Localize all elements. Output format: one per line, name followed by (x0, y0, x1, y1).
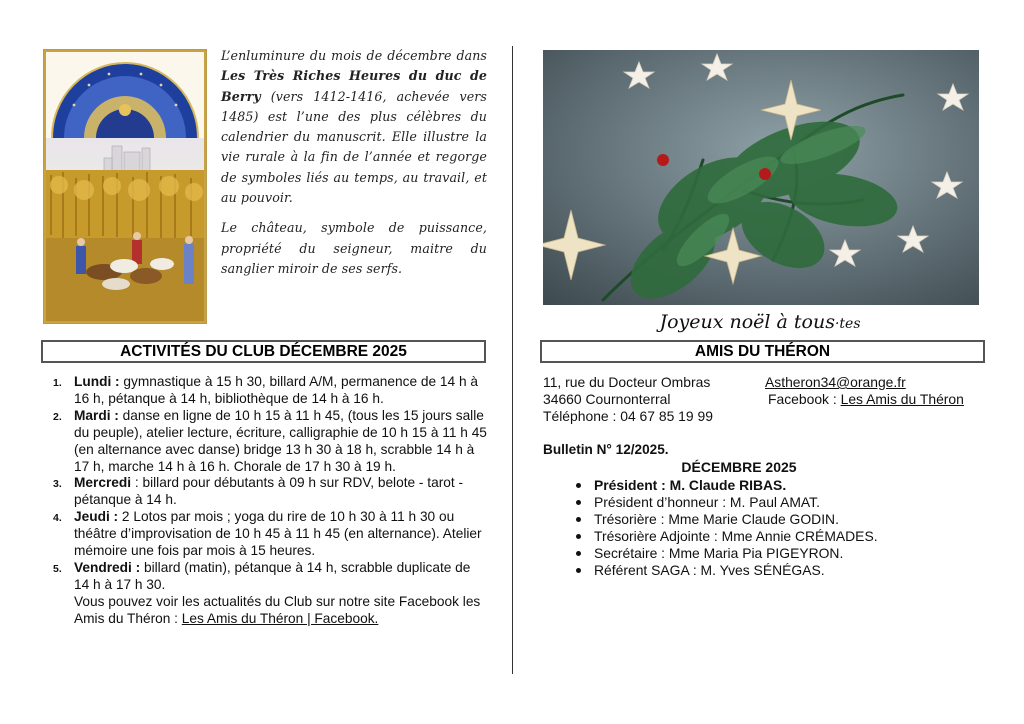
intro-paragraph-1: L’enluminure du mois de décembre dans Les Très Riches Heures du duc de Berry (vers 1412-1416, achevée vers 1485) est l’une des plus célèbres du calendrier du manuscrit. Elle illustre la vie rurale à la fin de l’année et regorge de symboles liés au temps, au travail, et au pouvoir. (221, 48, 487, 206)
email-link[interactable]: Astheron34@orange.fr (765, 374, 906, 390)
facebook-page-link[interactable]: Les Amis du Théron | Facebook. (181, 610, 379, 626)
address-line-1: 11, rue du Docteur Ombras (543, 374, 711, 390)
committee-member: Référent SAGA : M. Yves SÉNÉGAS. (576, 562, 976, 579)
committee-list (576, 477, 976, 579)
christmas-greeting: Joyeux noël à tous·tes (659, 311, 861, 333)
activity-item: 3. Mercredi : billard pour débutants à 09 h sur RDV, belote - tarot - pétanque à 14 h. (53, 475, 464, 508)
greeting-suffix: ·tes (834, 316, 861, 332)
bulletin-month: DÉCEMBRE 2025 (681, 459, 797, 475)
activities-heading: ACTIVITÉS DU CLUB DÉCEMBRE 2025 (41, 340, 486, 363)
association-heading: AMIS DU THÉRON (540, 340, 985, 363)
activity-item: 5. Vendredi : billard (matin), pétanque à 14 h, scrabble duplicate de 14 h à 17 h 30. (53, 559, 471, 592)
page-divider (512, 46, 513, 674)
facebook-link[interactable]: Les Amis du Théron (840, 391, 964, 407)
facebook-label: Facebook : (768, 391, 841, 407)
illumination-image (43, 49, 207, 324)
activity-item: 1. Lundi : gymnastique à 15 h 30, billard A/M, permanence de 14 h à 16 h, pétanque à 14 h, bibliothèque de 14 h à 16 h. (53, 374, 478, 406)
facebook-note: Vous pouvez voir les actualités du Club sur notre site Facebook les Amis du Théron : Les Amis du Théron | Facebook. (74, 593, 481, 626)
committee-member: Trésorière Adjointe : Mme Annie CRÉMADES. (576, 528, 976, 545)
intro-paragraph-2: Le château, symbole de puissance, propriété du seigneur, maitre du sanglier miroir de ses serfs. (221, 220, 487, 276)
activity-item: 4. Jeudi : 2 Lotos par mois ; yoga du rire de 10 h 30 à 11 h 30 ou théâtre d’improvisation de 10 h 45 à 11 h 45 (en alternance). Atelier mémoire une fois par mois à 15 heures. (53, 509, 482, 559)
committee-member: Président d’honneur : M. Paul AMAT. (576, 494, 976, 511)
manuscript-title: Les Très Riches Heures du duc de Berry (221, 68, 487, 104)
committee-member: Président : M. Claude RIBAS. (576, 477, 976, 494)
committee-member: Secrétaire : Mme Maria Pia PIGEYRON. (576, 545, 976, 562)
christmas-photo (543, 50, 979, 305)
address-line-2: 34660 Cournonterral (543, 391, 671, 407)
bulletin-number: Bulletin N° 12/2025. (543, 442, 669, 457)
activities-list (53, 374, 489, 628)
contact-block (543, 374, 983, 425)
committee-member: Trésorière : Mme Marie Claude GODIN. (576, 511, 976, 528)
intro-text (221, 46, 487, 289)
phone-number: Téléphone : 04 67 85 19 99 (543, 408, 713, 424)
activity-item: 2. Mardi : danse en ligne de 10 h 15 à 11 h 45, (tous les 15 jours salle du peuple), atelier lecture, écriture, calligraphie de 10 h 15 à 11 h 45 (en alternance avec danse) bridge 13 h 30 à 18 h, scrabble 14 h à 17 h, marche 14 h à 16 h. Chorale de 17 h 30 à 19 h. (53, 407, 487, 474)
